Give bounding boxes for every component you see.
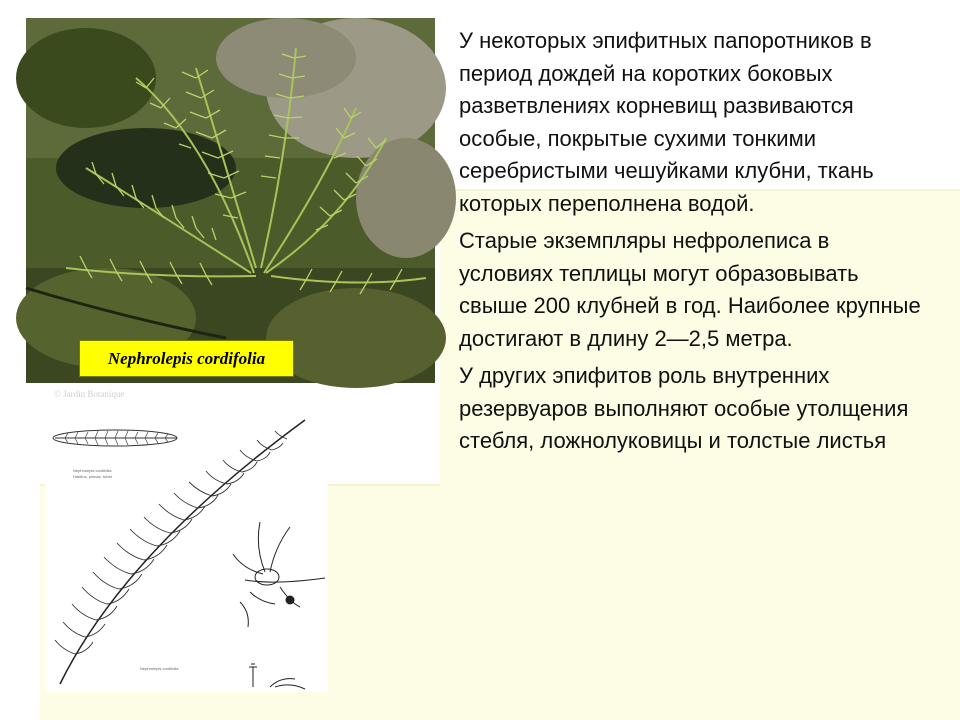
fern-photo [26, 18, 435, 399]
svg-text:Nephrolepis cordifolia: Nephrolepis cordifolia [73, 468, 112, 473]
paragraph-2: Старые экземпляры нефролеписа в условиях теплицы могут образовывать свыше 200 клубней в год. Наиболее крупные достигают в длину 2—2,5 метра. [459, 228, 921, 351]
photo-credit: © Jardin Botanique [54, 389, 125, 399]
photo-caption-text: Nephrolepis cordifolia [107, 348, 266, 368]
paragraph-1: У некоторых эпифитных папоротников в период дождей на коротких боковых разветвлениях корневищ развиваются особые, покрытые сухими тонкими серебристыми чешуйками клубни, ткань которых переполнена водой. [459, 28, 874, 216]
svg-text:Habitus, pinnae, tuber: Habitus, pinnae, tuber [73, 474, 113, 479]
botanical-drawing [45, 402, 328, 692]
photo-caption [79, 340, 294, 377]
svg-text:Nephrolepis cordifolia: Nephrolepis cordifolia [140, 666, 179, 671]
paragraph-3: У других эпифитов роль внутренних резервуаров выполняют особые утолщения стебля, ложнолуковицы и толстые листья [459, 363, 909, 453]
body-text [459, 25, 929, 463]
